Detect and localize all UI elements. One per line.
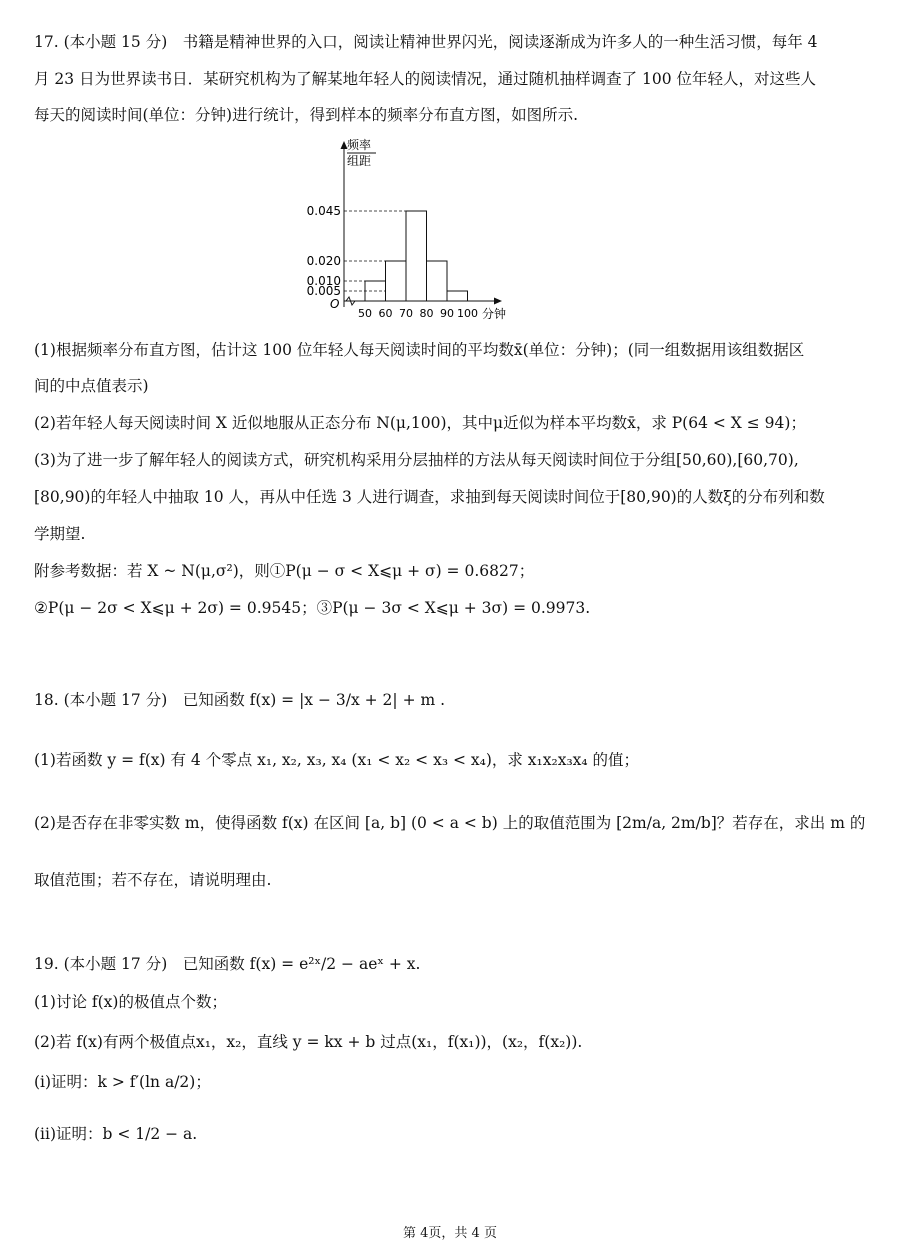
- histogram-bar-4: [427, 261, 448, 301]
- q19-part-2: (2)若 f(x)有两个极值点x₁，x₂，直线 y = kx + b 过点(x₁，f(x₁))，(x₂，f(x₂)).: [34, 1033, 583, 1051]
- histogram-bar-2: [386, 261, 407, 301]
- q17-reference-2: ②P(μ − 2σ < X⩽μ + 2σ) = 0.9545；③P(μ − 3σ < X⩽μ + 3σ) = 0.9973.: [34, 599, 591, 617]
- q17-part-1b: 间的中点值表示): [34, 377, 149, 395]
- q19-part-2i: (i)证明：k > f′(ln a/2)；: [34, 1073, 211, 1091]
- y-tick-label-1: 0.005: [306, 284, 341, 298]
- origin-label: O: [330, 297, 340, 311]
- y-tick-label-2: 0.010: [306, 274, 341, 288]
- q17-part-3b: [80,90)的年轻人中抽取 10 人，再从中任选 3 人进行调查，求抽到每天阅读时间位于[80,90)的人数ξ的分布列和数: [34, 488, 825, 506]
- x-tick-label-2: 60: [378, 307, 393, 320]
- q18-head: 18. (本小题 17 分) 已知函数 f(x) = |x − 3/x + 2| + m .: [34, 691, 446, 709]
- q17-line-1: 17. (本小题 15 分) 书籍是精神世界的入口，阅读让精神世界闪光，阅读逐渐成为许多人的一种生活习惯，每年 4: [34, 33, 818, 51]
- q17-line-2: 月 23 日为世界读书日．某研究机构为了解某地年轻人的阅读情况，通过随机抽样调查了 100 位年轻人，对这些人: [34, 70, 817, 88]
- q17-part-1a: (1)根据频率分布直方图，估计这 100 位年轻人每天阅读时间的平均数x̄(单位：分钟)；(同一组数据用该组数据区: [34, 341, 805, 359]
- y-tick-label-3: 0.020: [306, 254, 341, 268]
- histogram-bar-3: [406, 211, 427, 301]
- q18-part-2a: (2)是否存在非零实数 m，使得函数 f(x) 在区间 [a, b] (0 < a < b) 上的取值范围为 [2m/a, 2m/b]？若存在，求出 m 的: [34, 814, 866, 832]
- q17-line-3: 每天的阅读时间(单位：分钟)进行统计，得到样本的频率分布直方图，如图所示.: [34, 106, 579, 124]
- q19-part-1: (1)讨论 f(x)的极值点个数；: [34, 993, 227, 1011]
- x-tick-label-1: 50: [358, 307, 372, 320]
- x-axis-label: 分钟: [482, 307, 507, 321]
- histogram-chart: [290, 135, 520, 325]
- q18-part-2b: 取值范围；若不存在，请说明理由.: [34, 871, 272, 889]
- y-label-top: 频率: [347, 138, 372, 152]
- page-footer: 第 4页，共 4 页: [403, 1226, 497, 1241]
- y-tick-label-4: 0.045: [306, 204, 341, 218]
- x-tick-label-3: 70: [399, 307, 413, 320]
- q19-head: 19. (本小题 17 分) 已知函数 f(x) = e²ˣ/2 − aeˣ + x.: [34, 955, 421, 973]
- q17-part-3a: (3)为了进一步了解年轻人的阅读方式，研究机构采用分层抽样的方法从每天阅读时间位于分组[50,60),[60,70),: [34, 451, 799, 469]
- q17-part-3c: 学期望.: [34, 525, 86, 543]
- y-label-bottom: 组距: [347, 154, 372, 168]
- q18-part-1: (1)若函数 y = f(x) 有 4 个零点 x₁, x₂, x₃, x₄ (x₁ < x₂ < x₃ < x₄)，求 x₁x₂x₃x₄ 的值；: [34, 751, 640, 769]
- histogram-bar-5: [447, 291, 468, 301]
- q17-reference-1: 附参考数据：若 X ~ N(μ,σ²)，则①P(μ − σ < X⩽μ + σ) = 0.6827；: [34, 562, 535, 580]
- x-tick-label-5: 90: [440, 307, 454, 320]
- q19-part-2ii: (ii)证明：b < 1/2 − a.: [34, 1125, 198, 1143]
- q17-part-2: (2)若年轻人每天阅读时间 X 近似地服从正态分布 N(μ,100)，其中μ近似为样本平均数x̄，求 P(64 < X ≤ 94)；: [34, 414, 806, 432]
- x-tick-label-6: 100: [457, 307, 478, 320]
- x-tick-label-4: 80: [419, 307, 434, 320]
